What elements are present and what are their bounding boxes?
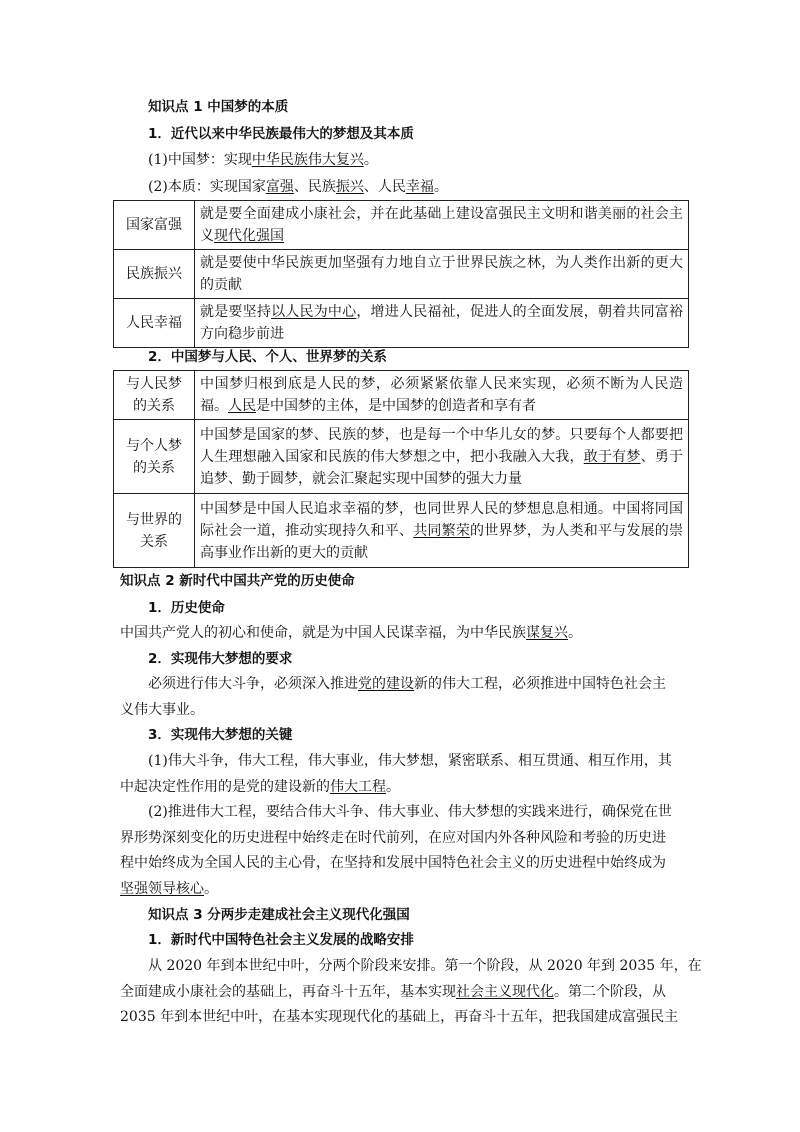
underlined-answer: 人民 (228, 398, 256, 414)
kp1-para-1 (148, 150, 378, 170)
text: 。 (204, 881, 218, 897)
row-label: 国家富强 (114, 201, 195, 250)
text: 。 (386, 779, 400, 795)
table-row (114, 494, 689, 568)
kp2-para-4-line-2: 界形势深刻变化的历史进程中始终走在时代前列，在应对国内外各种风险和考验的历史进 (120, 830, 666, 846)
text: 、人民 (363, 179, 406, 195)
text: (2)本质：实现国家 (148, 179, 266, 195)
row-label (114, 494, 195, 568)
text: 是中国梦的主体，是中国梦的创造者和享有者 (256, 398, 536, 414)
text: (1)中国梦：实现 (148, 152, 252, 168)
underlined-answer: 谋复兴 (526, 625, 568, 641)
kp3-heading-1: 1．新时代中国特色社会主义发展的战略安排 (148, 932, 414, 948)
kp2-para-2-line-2: 义伟大事业。 (120, 702, 204, 718)
table-row (114, 299, 689, 348)
kp2-para-3-line-1: (1)伟大斗争，伟大工程，伟大事业，伟大梦想，紧密联系、相互贯通、相互作用，其 (148, 753, 672, 769)
text: 关系 (140, 533, 168, 550)
kp3-para-line-3: 2035 年到本世纪中叶，在基本实现现代化的基础上，再奋斗十五年，把我国建成富强民主 (120, 1009, 679, 1025)
underlined-answer: 现代化强国 (214, 228, 284, 244)
row-label: 民族振兴 (114, 250, 195, 299)
text: 、勇于追梦、勤于圆梦，就会汇聚起实现中国梦的强大力量 (200, 448, 684, 487)
kp2-heading-3: 3．实现伟大梦想的关键 (148, 727, 293, 743)
row-text (195, 494, 689, 568)
table-row (114, 201, 689, 250)
kp1-heading-2: 2．中国梦与人民、个人、世界梦的关系 (148, 349, 387, 365)
underlined-answer: 共同繁荣 (413, 522, 471, 539)
text: 中国梦归根到底是人民的梦，必须紧紧依靠人民来实现，必须不断为人民造福。 (200, 376, 683, 414)
text: 的关系 (133, 398, 175, 414)
underlined-answer: 富强 (265, 179, 294, 195)
text: 。第二个阶段，从 (554, 984, 666, 1000)
kp1-heading-1: 1．近代以来中华民族最伟大的梦想及其本质 (148, 126, 414, 142)
text: 新的伟大工程，必须推进中国特色社会主 (414, 676, 666, 692)
text: 。 (363, 152, 378, 168)
table-row (114, 371, 689, 420)
text: 就是要全面建成小康社会，并在此基础上建设富强民主文明和谐美丽的社会主义 (200, 206, 683, 244)
kp2-para-4-line-4 (120, 879, 218, 899)
table-row (114, 250, 689, 299)
text: 中起决定性作用的是党的建设新的 (120, 779, 330, 795)
row-text (195, 420, 689, 494)
text: 、民族 (293, 179, 336, 195)
row-text: 就是要使中华民族更加坚强有力地自立于世界民族之林，为人类作出新的更大的贡献 (195, 250, 689, 299)
kp2-heading-1: 1．历史使命 (148, 600, 225, 616)
kp2-para-1 (120, 623, 582, 643)
row-text (195, 201, 689, 250)
underlined-answer: 坚强领导核心 (120, 881, 204, 897)
kp1-title: 知识点 1 中国梦的本质 (148, 99, 289, 115)
underlined-answer: 以人民为中心 (271, 304, 357, 320)
text: 。 (433, 179, 448, 195)
text: 中国梦是中国人民追求幸福的梦，也同世界人民的梦想息息相通。中国将同国际社会一道，推动实现持久和平、 (200, 500, 683, 539)
table-row (114, 420, 689, 494)
text: 全面建成小康社会的基础上，再奋斗十五年，基本实现 (120, 984, 456, 1000)
underlined-answer: 党的建设 (358, 676, 414, 692)
text: 就是要坚持 (200, 304, 272, 320)
text: 与人民梦 (126, 376, 182, 392)
text: 与世界的 (126, 511, 182, 528)
kp2-title: 知识点 2 新时代中国共产党的历史使命 (120, 573, 355, 589)
kp2-para-2-line-1 (148, 674, 666, 694)
essence-table (113, 200, 689, 348)
row-label: 人民幸福 (114, 299, 195, 348)
row-text (195, 299, 689, 348)
relations-table (113, 370, 689, 568)
underlined-answer: 中华民族伟大复兴 (251, 152, 364, 168)
underlined-answer: 敢于有梦 (583, 448, 641, 465)
text: 的世界梦，为人类和平与发展的崇高事业作出新的更大的贡献 (200, 522, 684, 561)
row-text (195, 371, 689, 420)
text: 中国梦是国家的梦、民族的梦，也是每一个中华儿女的梦。只要每个人都要把人生理想融入国家和民族的伟大梦想之中，把小我融入大我， (200, 426, 683, 465)
text: 的关系 (133, 459, 175, 476)
text: 必须进行伟大斗争，必须深入推进 (148, 676, 358, 692)
row-label (114, 371, 195, 420)
kp3-para-line-1: 从 2020 年到本世纪中叶，分两个阶段来安排。第一个阶段，从 2020 年到 2035 年，在 (148, 958, 702, 974)
kp3-title: 知识点 3 分两步走建成社会主义现代化强国 (148, 907, 410, 923)
kp2-para-4-line-3: 程中始终成为全国人民的主心骨，在坚持和发展中国特色社会主义的历史进程中始终成为 (120, 855, 666, 871)
text: 中国共产党人的初心和使命，就是为中国人民谋幸福，为中华民族 (120, 625, 526, 641)
underlined-answer: 社会主义现代化 (456, 984, 554, 1000)
kp2-para-3-line-2 (120, 777, 400, 797)
kp2-heading-2: 2．实现伟大梦想的要求 (148, 651, 293, 667)
text: 与个人梦 (126, 437, 182, 454)
underlined-answer: 幸福 (405, 179, 434, 195)
kp1-para-2 (148, 177, 448, 197)
row-label (114, 420, 195, 494)
kp3-para-line-2 (120, 982, 666, 1002)
underlined-answer: 振兴 (335, 179, 364, 195)
underlined-answer: 伟大工程 (330, 779, 386, 795)
text: 。 (568, 625, 582, 641)
kp2-para-4-line-1: (2)推进伟大工程，要结合伟大斗争、伟大事业、伟大梦想的实践来进行，确保党在世 (148, 804, 672, 820)
text: ，增进人民福祉，促进人的全面发展，朝着共同富裕方向稳步前进 (200, 304, 684, 342)
